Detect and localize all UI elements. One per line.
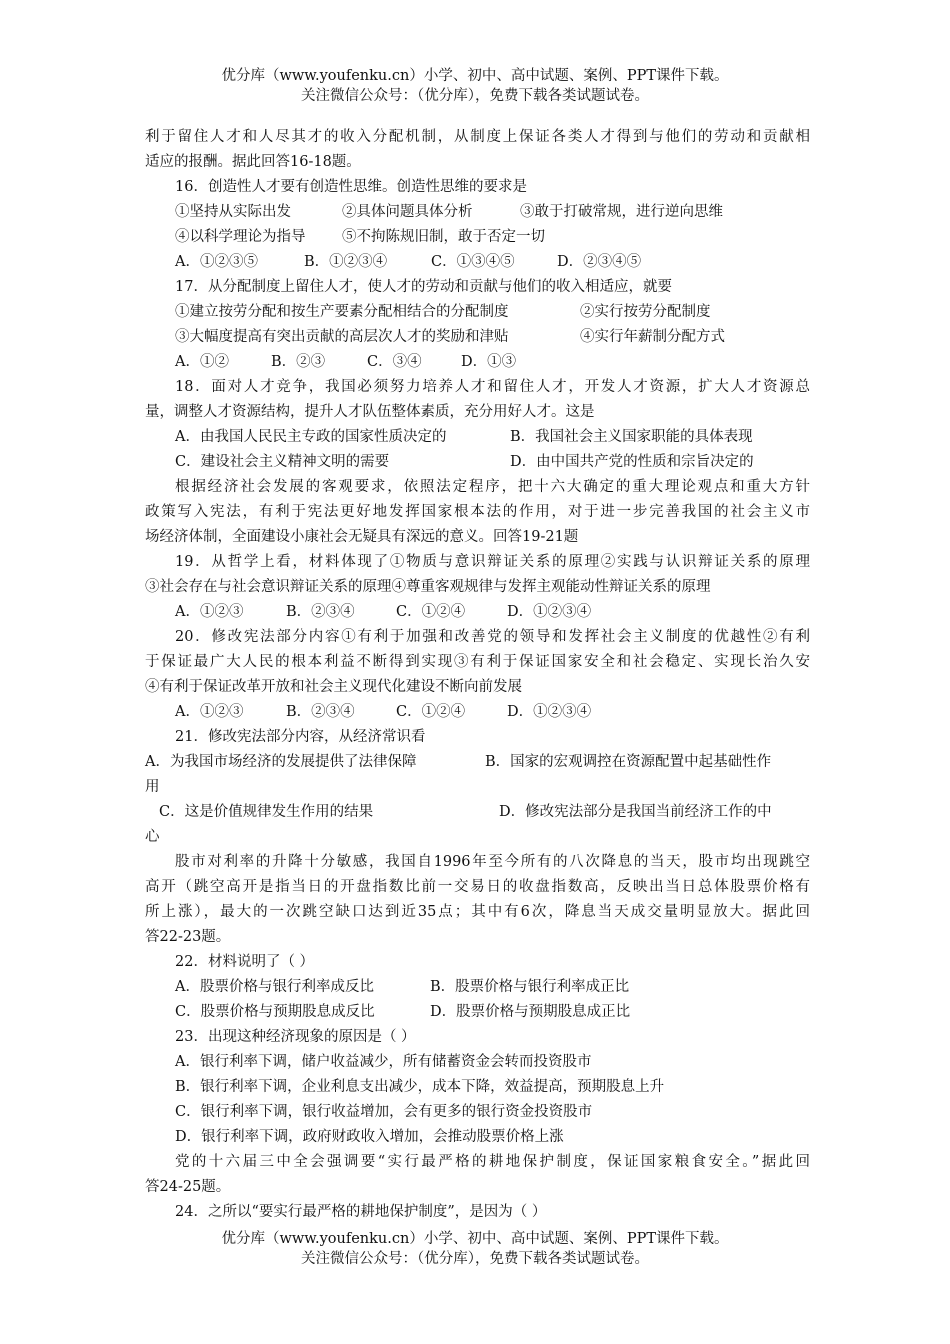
intro-2-line-3: 场经济体制，全面建设小康社会无疑具有深远的意义。回答19-21题	[145, 529, 579, 545]
intro-1-line-1: 利于留住人才和人尽其才的收入分配机制，从制度上保证各类人才得到与他们的劳动和贡献相	[145, 129, 810, 145]
q19-option-b: B．②③④	[286, 604, 355, 620]
q16-option-a: A．①②③⑤	[175, 254, 258, 270]
q21-stem: 21．修改宪法部分内容，从经济常识看	[175, 729, 426, 745]
q20-line-2: 于保证最广大人民的根本利益不断得到实现③有利于保证国家安全和社会稳定、实现长治久安	[145, 654, 810, 670]
q21-option-d-wrap: 心	[145, 829, 160, 845]
footer-line-1: 优分库（www.youfenku.cn）小学、初中、高中试题、案例、PPT课件下载。	[221, 1231, 729, 1247]
q18-option-a: A．由我国人民民主专政的国家性质决定的	[175, 429, 447, 445]
q22-option-d: D．股票价格与预期股息成正比	[430, 1004, 631, 1020]
q19-line-1: 19．从哲学上看，材料体现了①物质与意识辩证关系的原理②实践与认识辩证关系的原理	[175, 554, 810, 570]
page-header	[0, 66, 950, 106]
q16-option-b: B．①②③④	[304, 254, 388, 270]
intro-3-line-3: 所上涨），最大的一次跳空缺口达到近35点；其中有6次，降息当天成交量明显放大。据此回	[145, 904, 810, 920]
q16-statement-4: ④以科学理论为指导	[175, 229, 306, 245]
q17-statement-2: ②实行按劳分配制度	[580, 304, 711, 320]
q20-line-1: 20．修改宪法部分内容①有利于加强和改善党的领导和发挥社会主义制度的优越性②有利	[175, 629, 810, 645]
intro-2-line-2: 政策写入宪法，有利于宪法更好地发挥国家根本法的作用，对于进一步完善我国的社会主义市	[145, 504, 810, 520]
q18-option-d: D．由中国共产党的性质和宗旨决定的	[510, 454, 754, 470]
q17-stem: 17．从分配制度上留住人才，使人才的劳动和贡献与他们的收入相适应，就要	[175, 279, 672, 295]
q20-option-a: A．①②③	[175, 704, 244, 720]
q23-option-a: A．银行利率下调，储户收益减少，所有储蓄资金会转而投资股市	[175, 1054, 592, 1070]
q16-statement-3: ③敢于打破常规，进行逆向思维	[520, 204, 723, 220]
q18-options-row-2	[145, 450, 810, 475]
q20-line-3: ④有利于保证改革开放和社会主义现代化建设不断向前发展	[145, 679, 522, 695]
q18-line-1: 18．面对人才竞争，我国必须努力培养人才和留住人才，开发人才资源，扩大人才资源总	[175, 379, 810, 395]
q18-line-2: 量，调整人才资源结构，提升人才队伍整体素质，充分用好人才。这是	[145, 404, 595, 420]
intro-3-line-2: 高开（跳空高开是指当日的开盘指数比前一交易日的收盘指数高，反映出当日总体股票价格有	[145, 879, 810, 895]
q16-stem: 16．创造性人才要有创造性思维。创造性思维的要求是	[175, 179, 527, 195]
q16-option-c: C．①③④⑤	[431, 254, 515, 270]
q19-line-2: ③社会存在与社会意识辩证关系的原理④尊重客观规律与发挥主观能动性辩证关系的原理	[145, 579, 711, 595]
q17-options	[145, 350, 810, 375]
q17-option-a: A．①②	[175, 354, 229, 370]
q21-option-d: D．修改宪法部分是我国当前经济工作的中	[499, 804, 772, 820]
header-line-2: 关注微信公众号：（优分库），免费下载各类试题试卷。	[301, 88, 649, 104]
q17-option-b: B．②③	[271, 354, 326, 370]
q21-options-row-2	[145, 800, 810, 825]
page-footer	[0, 1229, 950, 1269]
q20-option-d: D．①②③④	[507, 704, 592, 720]
intro-4-line-1: 党的十六届三中全会强调要“实行最严格的耕地保护制度，保证国家粮食安全。”据此回	[175, 1154, 810, 1170]
document-body	[145, 125, 810, 1225]
intro-3-line-4: 答22-23题。	[145, 929, 231, 945]
q21-option-b: B．国家的宏观调控在资源配置中起基础性作	[485, 754, 772, 770]
q22-option-b: B．股票价格与银行利率成正比	[430, 979, 630, 995]
q16-statement-5: ⑤不拘陈规旧制，敢于否定一切	[342, 229, 545, 245]
q16-options	[145, 250, 810, 275]
q17-option-c: C．③④	[367, 354, 422, 370]
q21-option-b-wrap: 用	[145, 779, 160, 795]
q16-statement-2: ②具体问题具体分析	[342, 204, 473, 220]
q20-option-c: C．①②④	[396, 704, 466, 720]
q22-options-row-1	[145, 975, 810, 1000]
intro-4-line-2: 答24-25题。	[145, 1179, 231, 1195]
q23-option-b: B．银行利率下调，企业利息支出减少，成本下降，效益提高，预期股息上升	[175, 1079, 665, 1095]
q17-option-d: D．①③	[461, 354, 517, 370]
q19-options	[145, 600, 810, 625]
q16-statement-1: ①坚持从实际出发	[175, 204, 291, 220]
q16-statements-row-2	[145, 225, 810, 250]
q18-options-row-1	[145, 425, 810, 450]
q21-option-c: C．这是价值规律发生作用的结果	[159, 804, 374, 820]
q23-option-c: C．银行利率下调，银行收益增加，会有更多的银行资金投资股市	[175, 1104, 593, 1120]
q23-stem: 23．出现这种经济现象的原因是（ ）	[175, 1029, 416, 1045]
q20-option-b: B．②③④	[286, 704, 355, 720]
q18-option-b: B．我国社会主义国家职能的具体表现	[510, 429, 753, 445]
q22-stem: 22．材料说明了（ ）	[175, 954, 315, 970]
intro-2-line-1: 根据经济社会发展的客观要求，依照法定程序，把十六大确定的重大理论观点和重大方针	[175, 479, 810, 495]
q21-options-row-1	[145, 750, 810, 775]
q22-options-row-2	[145, 1000, 810, 1025]
q19-option-a: A．①②③	[175, 604, 244, 620]
q24-stem: 24．之所以“要实行最严格的耕地保护制度”，是因为（ ）	[175, 1204, 547, 1220]
q17-statement-1: ①建立按劳分配和按生产要素分配相结合的分配制度	[175, 304, 509, 320]
q22-option-a: A．股票价格与银行利率成反比	[175, 979, 374, 995]
intro-3-line-1: 股市对利率的升降十分敏感，我国自1996年至今所有的八次降息的当天，股市均出现跳空	[175, 854, 810, 870]
q20-options	[145, 700, 810, 725]
q16-option-d: D．②③④⑤	[557, 254, 642, 270]
intro-1-line-2: 适应的报酬。据此回答16-18题。	[145, 154, 361, 170]
q21-option-a: A．为我国市场经济的发展提供了法律保障	[145, 754, 417, 770]
q23-option-d: D．银行利率下调，政府财政收入增加，会推动股票价格上涨	[175, 1129, 564, 1145]
q17-statements-row-2	[145, 325, 810, 350]
q19-option-d: D．①②③④	[507, 604, 592, 620]
q17-statement-3: ③大幅度提高有突出贡献的高层次人才的奖励和津贴	[175, 329, 509, 345]
q22-option-c: C．股票价格与预期股息成反比	[175, 1004, 375, 1020]
header-line-1: 优分库（www.youfenku.cn）小学、初中、高中试题、案例、PPT课件下载。	[221, 68, 729, 84]
q16-statements-row-1	[145, 200, 810, 225]
q17-statement-4: ④实行年薪制分配方式	[580, 329, 725, 345]
q17-statements-row-1	[145, 300, 810, 325]
q19-option-c: C．①②④	[396, 604, 466, 620]
q18-option-c: C．建设社会主义精神文明的需要	[175, 454, 390, 470]
footer-line-2: 关注微信公众号：（优分库），免费下载各类试题试卷。	[301, 1251, 649, 1267]
